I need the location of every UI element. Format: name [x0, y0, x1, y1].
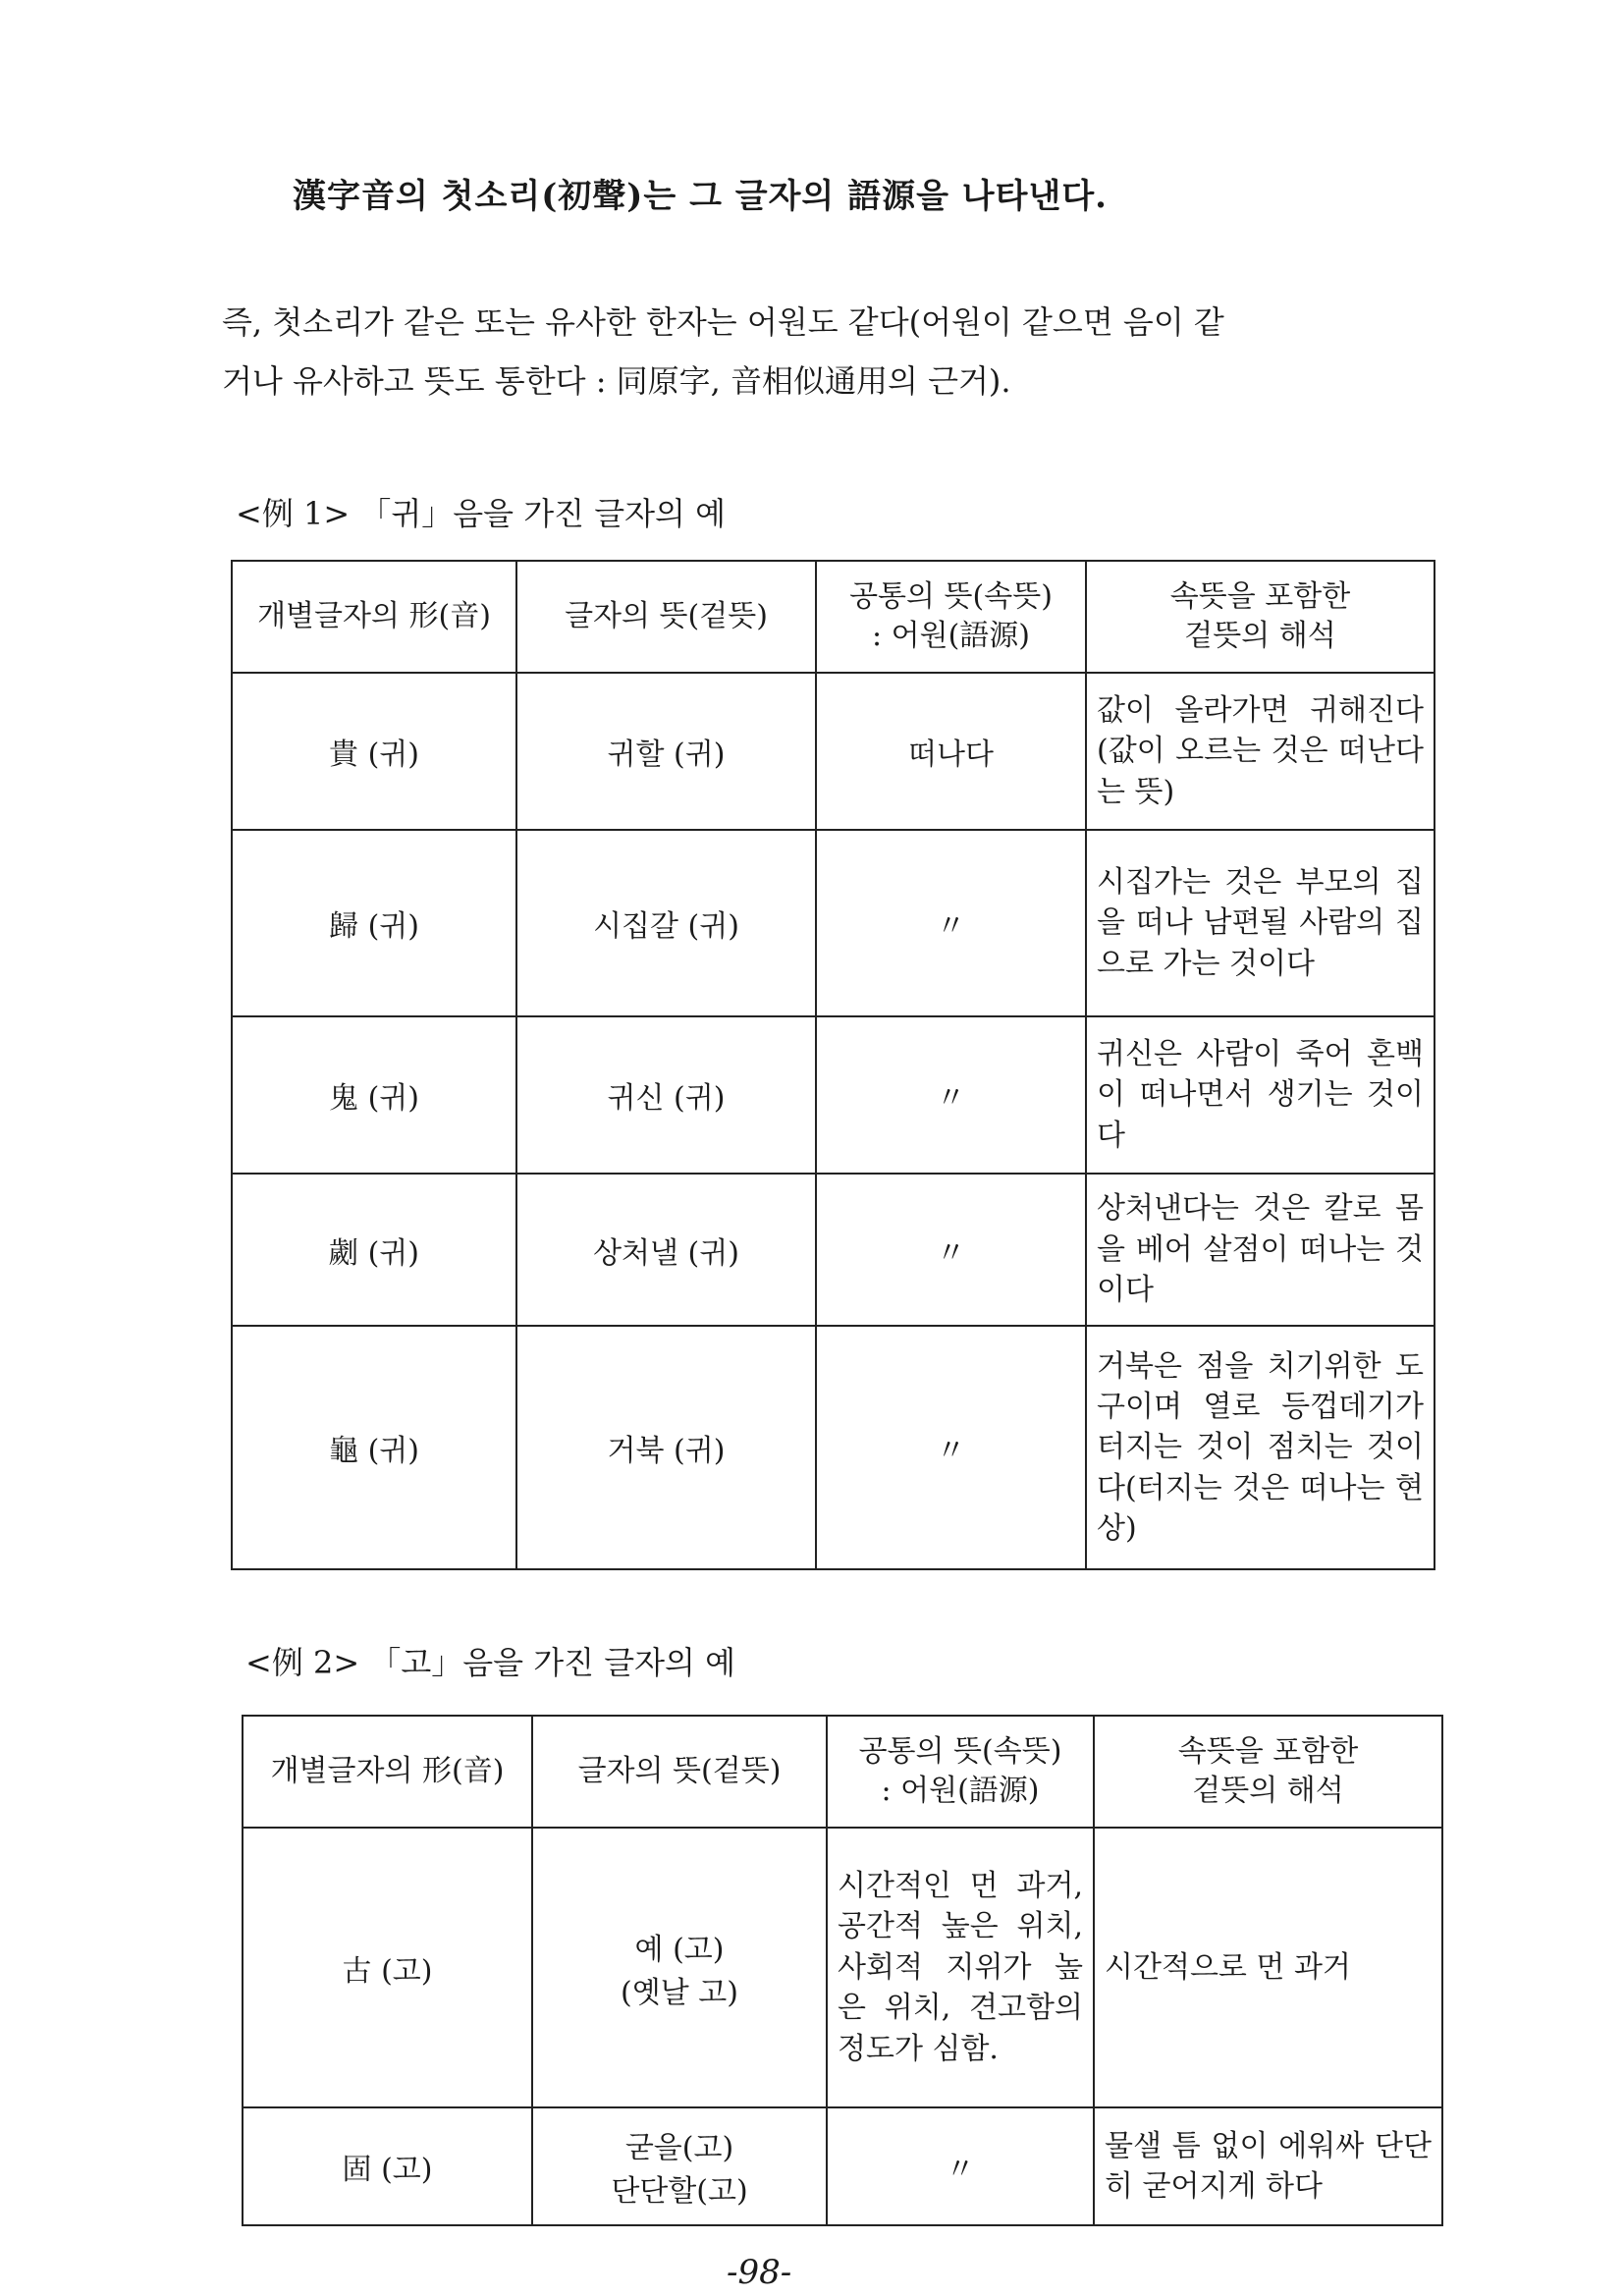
example-1-label: <例 1> 「귀」음을 가진 글자의 예	[236, 495, 727, 532]
cell-char: 固 (고)	[243, 2107, 532, 2225]
cell-meaning: 시집갈 (귀)	[516, 830, 816, 1016]
header-interp: 속뜻을 포함한 겉뜻의 해석	[1094, 1716, 1442, 1828]
table-header-row	[232, 561, 1435, 673]
header-char: 개별글자의 形(音)	[243, 1716, 532, 1828]
example-1-table	[231, 560, 1435, 1570]
cell-interp: 물샐 틈 없이 에워싸 단단히 굳어지게 하다	[1094, 2107, 1442, 2225]
cell-interp: 값이 올라가면 귀해진다(값이 오르는 것은 떠난다는 뜻)	[1086, 673, 1435, 830]
cell-common: 떠나다	[816, 673, 1086, 830]
cell-interp: 상처낸다는 것은 칼로 몸을 베어 살점이 떠나는 것이다	[1086, 1174, 1435, 1326]
cell-common: 〃	[827, 2107, 1094, 2225]
cell-common: 〃	[816, 1326, 1086, 1569]
cell-meaning: 귀신 (귀)	[516, 1016, 816, 1174]
cell-meaning: 굳을(고) 단단할(고)	[532, 2107, 827, 2225]
table-row	[232, 673, 1435, 830]
table-row	[232, 1016, 1435, 1174]
example-2-label: <例 2> 「고」음을 가진 글자의 예	[245, 1644, 736, 1681]
cell-char: 鬼 (귀)	[232, 1016, 516, 1174]
cell-common: 〃	[816, 830, 1086, 1016]
table-row	[232, 1326, 1435, 1569]
cell-char: 劌 (귀)	[232, 1174, 516, 1326]
table-row	[243, 1828, 1442, 2107]
header-char: 개별글자의 形(音)	[232, 561, 516, 673]
table-row	[232, 1174, 1435, 1326]
example-2-table	[242, 1715, 1443, 2226]
intro-line-1: 즉, 첫소리가 같은 또는 유사한 한자는 어원도 같다(어원이 같으면 음이 같	[222, 303, 1224, 341]
cell-meaning: 예 (고) (옛날 고)	[532, 1828, 827, 2107]
table-header-row	[243, 1716, 1442, 1828]
header-meaning: 글자의 뜻(겉뜻)	[532, 1716, 827, 1828]
cell-meaning: 거북 (귀)	[516, 1326, 816, 1569]
table-row	[243, 2107, 1442, 2225]
header-common: 공통의 뜻(속뜻) : 어원(語源)	[816, 561, 1086, 673]
intro-line-2: 거나 유사하고 뜻도 통한다 : 同原字, 音相似通用의 근거).	[222, 362, 1011, 400]
cell-common: 시간적인 먼 과거, 공간적 높은 위치, 사회적 지위가 높은 위치, 견고함의 정도가 심함.	[827, 1828, 1094, 2107]
table-row	[232, 830, 1435, 1016]
header-meaning: 글자의 뜻(겉뜻)	[516, 561, 816, 673]
cell-char: 歸 (귀)	[232, 830, 516, 1016]
cell-common: 〃	[816, 1174, 1086, 1326]
page-title: 漢字音의 첫소리(初聲)는 그 글자의 語源을 나타낸다.	[293, 177, 1109, 216]
cell-common: 〃	[816, 1016, 1086, 1174]
page-number: -98-	[727, 2253, 792, 2292]
cell-interp: 귀신은 사람이 죽어 혼백이 떠나면서 생기는 것이다	[1086, 1016, 1435, 1174]
cell-interp: 거북은 점을 치기위한 도구이며 열로 등껍데기가 터지는 것이 점치는 것이다(터지는 것은 떠나는 현상)	[1086, 1326, 1435, 1569]
cell-interp: 시간적으로 먼 과거	[1094, 1828, 1442, 2107]
cell-char: 古 (고)	[243, 1828, 532, 2107]
cell-meaning: 귀할 (귀)	[516, 673, 816, 830]
cell-meaning: 상처낼 (귀)	[516, 1174, 816, 1326]
header-interp: 속뜻을 포함한 겉뜻의 해석	[1086, 561, 1435, 673]
cell-interp: 시집가는 것은 부모의 집을 떠나 남편될 사람의 집으로 가는 것이다	[1086, 830, 1435, 1016]
cell-char: 龜 (귀)	[232, 1326, 516, 1569]
cell-char: 貴 (귀)	[232, 673, 516, 830]
header-common: 공통의 뜻(속뜻) : 어원(語源)	[827, 1716, 1094, 1828]
